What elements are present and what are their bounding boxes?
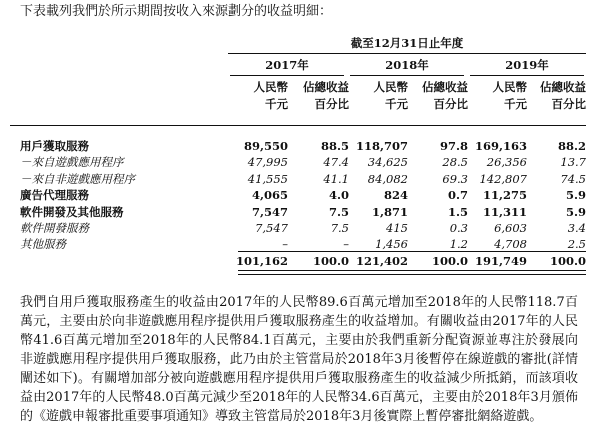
total-value: 191,749	[474, 254, 527, 268]
total-top-rule	[238, 251, 586, 252]
row-value: 824	[383, 188, 408, 202]
col-amount-unit: 千元	[504, 97, 527, 111]
row-value: 1,871	[371, 205, 408, 219]
row-value: 118,707	[355, 139, 408, 153]
row-value: 4,065	[251, 188, 288, 202]
row-value: 4,708	[494, 237, 527, 251]
row-value: 47.4	[323, 155, 349, 169]
row-value: 1.2	[449, 237, 468, 251]
row-label: 用戶獲取服務	[20, 139, 89, 153]
period-header-rule	[228, 53, 586, 54]
row-value: 2.5	[567, 237, 586, 251]
period-header: 截至12月31日止年度	[350, 36, 464, 50]
row-value: 11,311	[482, 205, 527, 219]
row-value: –	[282, 237, 288, 251]
row-value: 169,163	[474, 139, 527, 153]
row-value: 84,082	[367, 172, 408, 186]
row-value: 34,625	[367, 155, 408, 169]
col-pct-label: 佔總收益	[303, 80, 349, 94]
col-pct-unit: 百分比	[551, 97, 586, 111]
row-value: 69.3	[442, 172, 468, 186]
intro-text: 下表載列我們於所示期間按收入來源劃分的收益明細：	[20, 4, 333, 19]
row-label: －來自非遊戲應用程序	[20, 172, 135, 186]
total-value: 100.0	[549, 254, 586, 268]
row-value: 7.5	[328, 205, 349, 219]
header-bottom-rule	[10, 125, 586, 126]
row-value: 89,550	[243, 139, 288, 153]
row-value: 3.4	[567, 221, 586, 235]
year-header: 2017年	[265, 58, 309, 72]
col-amount-label: 人民幣	[492, 80, 527, 94]
row-value: 28.5	[442, 155, 468, 169]
row-label: －來自遊戲應用程序	[20, 155, 124, 169]
row-value: 7,547	[251, 205, 288, 219]
row-value: 7.5	[330, 221, 349, 235]
row-value: 1,456	[375, 237, 408, 251]
row-value: 74.5	[560, 172, 586, 186]
year-header: 2019年	[505, 58, 549, 72]
row-value: 1.5	[447, 205, 468, 219]
col-amount-label: 人民幣	[373, 80, 408, 94]
col-pct-unit: 百分比	[433, 97, 468, 111]
row-value: 97.8	[439, 139, 468, 153]
row-value: 5.9	[565, 205, 586, 219]
total-double-rule	[238, 270, 586, 275]
row-value: 6,603	[494, 221, 527, 235]
total-value: 121,402	[355, 254, 408, 268]
total-value: 100.0	[312, 254, 349, 268]
col-pct-label: 佔總收益	[422, 80, 468, 94]
col-pct-label: 佔總收益	[540, 80, 586, 94]
row-value: 41,555	[247, 172, 288, 186]
row-value: 5.9	[565, 188, 586, 202]
row-value: 415	[386, 221, 408, 235]
row-value: 4.0	[328, 188, 349, 202]
total-value: 101,162	[235, 254, 288, 268]
col-amount-unit: 千元	[265, 97, 288, 111]
row-label: 軟件開發服務	[20, 221, 89, 235]
row-value: 41.1	[323, 172, 349, 186]
row-value: 88.5	[320, 139, 349, 153]
row-value: 0.3	[449, 221, 468, 235]
row-label: 軟件開發及其他服務	[20, 205, 124, 219]
row-value: 0.7	[447, 188, 468, 202]
year-header-rule	[350, 75, 464, 76]
col-pct-unit: 百分比	[314, 97, 349, 111]
year-header-rule	[470, 75, 584, 76]
row-value: 26,356	[486, 155, 527, 169]
year-header: 2018年	[385, 58, 429, 72]
year-header-rule	[230, 75, 344, 76]
row-value: 47,995	[247, 155, 288, 169]
analysis-paragraph: 我們自用戶獲取服務產生的收益由2017年的人民幣89.6百萬元增加至2018年的人民幣118.7百萬元，主要由於向非遊戲應用程序提供用戶獲取服務產生的收益增加。有關收益由2017年的人民幣41.6百萬元增加至2018年的人民幣84.1百萬元，主要由於我們重新分配資源並專注於發展向非遊戲應用程序提供用戶獲取服務，此乃由於主管當局於2018年3月後暫停在線遊戲的審批(詳情闡述如下)。有關增加部分被向遊戲應用程序提供用戶獲取服務產生的收益減少所抵銷，而該項收益由2017年的人民幣48.0百萬元減少至2018年的人民幣34.6百萬元，主要由於2018年3月頒佈的《遊戲申報審批重要事項通知》導致主管當局於2018年3月後實際上暫停審批網絡遊戲。	[20, 295, 578, 424]
row-value: 142,807	[479, 172, 527, 186]
row-label: 廣告代理服務	[20, 188, 89, 202]
row-value: 7,547	[255, 221, 288, 235]
row-label: 其他服務	[20, 237, 66, 251]
row-value: 88.2	[557, 139, 586, 153]
total-value: 100.0	[431, 254, 468, 268]
row-value: –	[343, 237, 349, 251]
row-value: 13.7	[560, 155, 586, 169]
row-value: 11,275	[482, 188, 527, 202]
col-amount-unit: 千元	[385, 97, 408, 111]
col-amount-label: 人民幣	[253, 80, 288, 94]
